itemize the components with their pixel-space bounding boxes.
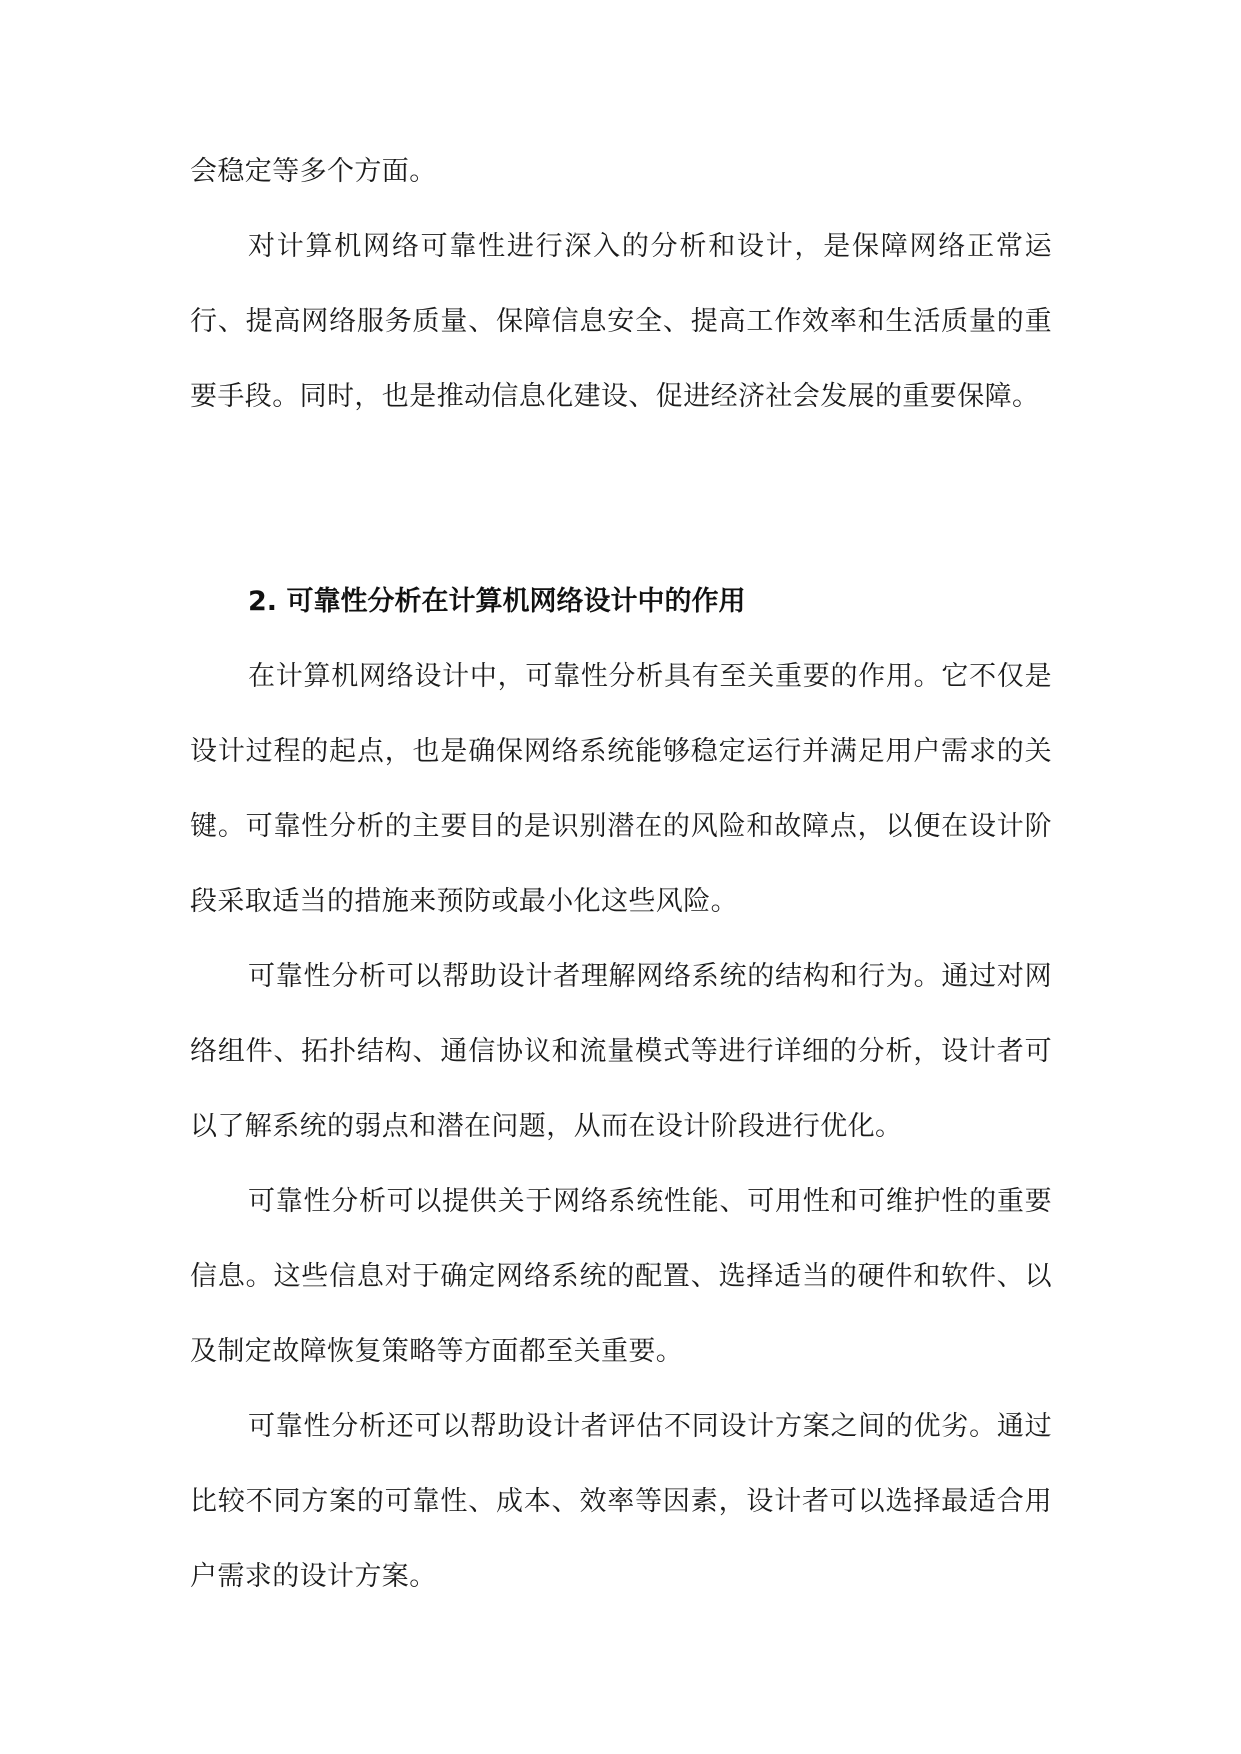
section-heading: 2. 可靠性分析在计算机网络设计中的作用 <box>248 586 746 617</box>
paragraph-understand-structure: 可靠性分析可以帮助设计者理解网络系统的结构和行为。通过对网络组件、拓扑结构、通信协议和流量模式等进行详细的分析，设计者可以了解系统的弱点和潜在问题，从而在设计阶段进行优化。 <box>190 961 1052 1142</box>
paragraph-compare-designs: 可靠性分析还可以帮助设计者评估不同设计方案之间的优劣。通过比较不同方案的可靠性、成本、效率等因素，设计者可以选择最适合用户需求的设计方案。 <box>190 1411 1052 1592</box>
paragraph-continuation: 会稳定等多个方面。 <box>190 156 437 187</box>
paragraph-performance-info: 可靠性分析可以提供关于网络系统性能、可用性和可维护性的重要信息。这些信息对于确定网络系统的配置、选择适当的硬件和软件、以及制定故障恢复策略等方面都至关重要。 <box>190 1186 1052 1367</box>
paragraph-reliability-importance: 对计算机网络可靠性进行深入的分析和设计，是保障网络正常运行、提高网络服务质量、保障信息安全、提高工作效率和生活质量的重要手段。同时，也是推动信息化建设、促进经济社会发展的重要保障。 <box>190 231 1052 412</box>
paragraph-role-in-design: 在计算机网络设计中，可靠性分析具有至关重要的作用。它不仅是设计过程的起点，也是确保网络系统能够稳定运行并满足用户需求的关键。可靠性分析的主要目的是识别潜在的风险和故障点，以便在设计阶段采取适当的措施来预防或最小化这些风险。 <box>190 661 1052 917</box>
